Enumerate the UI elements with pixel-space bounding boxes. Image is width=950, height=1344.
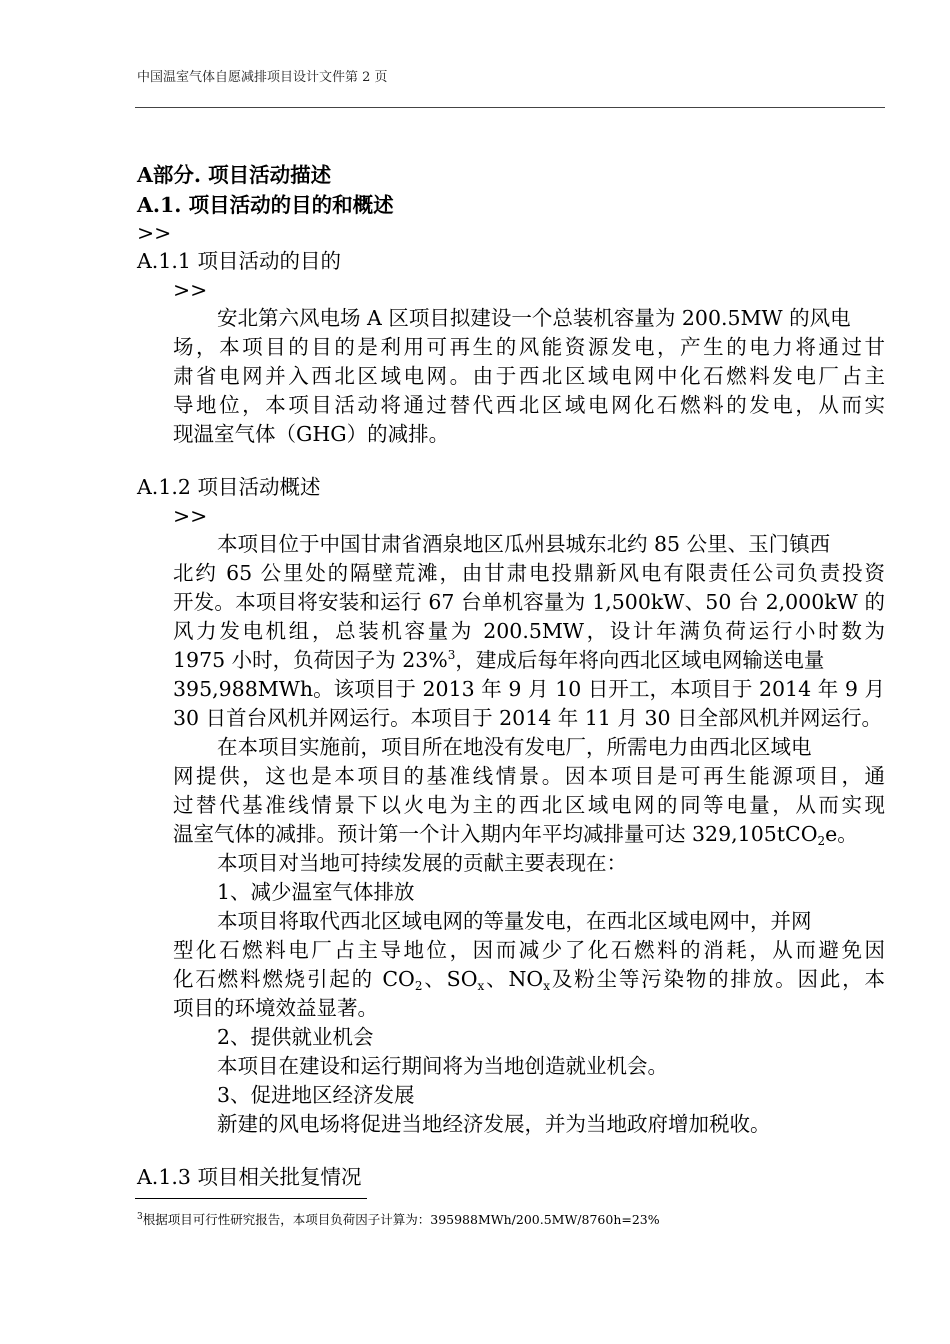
emission-text-end: e。 [825, 822, 858, 846]
co2-subscript: 2 [817, 834, 826, 848]
a112-p2-line-3: 过替代基准线情景下以火电为主的西北区域电网的同等电量，从而实现 [173, 793, 885, 817]
part-a-title: A部分. 项目活动描述 [137, 163, 332, 187]
load-factor-text: 1975 小时，负荷因子为 23% [173, 648, 448, 672]
emission-text: 温室气体的减排。预计第一个计入期内年平均减排量可达 329,105tCO [173, 822, 818, 846]
footnote [137, 1210, 660, 1228]
item3-title: 3、促进地区经济发展 [217, 1083, 415, 1107]
a112-p2-line-4 [173, 819, 858, 849]
a112-p1-line-3: 开发。本项目将安装和运行 67 台单机容量为 1,500kW、50 台 2,000kW 的 [173, 590, 885, 614]
a112-p1-line-4: 风力发电机组，总装机容量为 200.5MW，设计年满负荷运行小时数为 [173, 619, 885, 643]
co2-sub: 2 [414, 979, 423, 993]
pollutant-text-1: 化石燃料燃烧引起的 CO [173, 967, 415, 991]
a111-marker: >> [173, 278, 208, 302]
load-factor-text-rest: ，建成后每年将向西北区域电网输送电量 [455, 648, 825, 672]
pollutant-text-4: 及粉尘等污染物的排放。因此，本 [550, 967, 886, 991]
a111-heading: A.1.1 项目活动的目的 [137, 249, 341, 273]
item2-text: 本项目在建设和运行期间将为当地创造就业机会。 [217, 1054, 668, 1078]
a111-line-3: 肃省电网并入西北区域电网。由于西北区域电网中化石燃料发电厂占主 [173, 364, 885, 388]
item2-title: 2、提供就业机会 [217, 1025, 374, 1049]
item3-text: 新建的风电场将促进当地经济发展，并为当地政府增加税收。 [217, 1112, 771, 1136]
footnote-text: 根据项目可行性研究报告，本项目负荷因子计算为：395988MWh/200.5MW/8760h=23% [142, 1212, 660, 1227]
footnote-ref: 3 [447, 648, 456, 662]
a112-p1-line-7: 30 日首台风机并网运行。本项目于 2014 年 11 月 30 日全部风机并网运行。 [173, 706, 883, 730]
a112-p2-line-2: 网提供，这也是本项目的基准线情景。因本项目是可再生能源项目，通 [173, 764, 885, 788]
item1-title: 1、减少温室气体排放 [217, 880, 415, 904]
a112-p3: 本项目对当地可持续发展的贡献主要表现在： [217, 851, 627, 875]
a112-heading: A.1.2 项目活动概述 [137, 475, 321, 499]
item1-line-3 [173, 964, 885, 994]
a1-title: A.1. 项目活动的目的和概述 [137, 193, 394, 217]
a111-line-4: 导地位，本项目活动将通过替代西北区域电网化石燃料的发电，从而实 [173, 393, 885, 417]
a1-marker: >> [137, 221, 172, 245]
a112-p1-line-2: 北约 65 公里处的隔壁荒滩，由甘肃电投鼎新风电有限责任公司负责投资 [173, 561, 885, 585]
a112-p1-line-6: 395,988MWh。该项目于 2013 年 9 月 10 日开工，本项目于 2014 年 9 月 [173, 677, 885, 701]
sox-sub: x [477, 979, 485, 993]
header-rule [135, 107, 885, 108]
footnote-rule [135, 1198, 367, 1199]
a111-line-5: 现温室气体（GHG）的减排。 [173, 422, 450, 446]
a111-line-2: 场，本项目的目的是利用可再生的风能资源发电，产生的电力将通过甘 [173, 335, 885, 359]
pollutant-text-3: 、NO [484, 967, 544, 991]
item1-line-2: 型化石燃料电厂占主导地位，因而减少了化石燃料的消耗，从而避免因 [173, 938, 885, 962]
nox-sub: x [543, 979, 550, 993]
a112-p1-line-1: 本项目位于中国甘肃省酒泉地区瓜州县城东北约 85 公里、玉门镇西 [217, 532, 831, 556]
a112-marker: >> [173, 504, 208, 528]
a112-p1-line-5 [173, 645, 824, 675]
a113-heading: A.1.3 项目相关批复情况 [137, 1165, 362, 1189]
pollutant-text-2: 、SO [422, 967, 478, 991]
page-header: 中国温室气体自愿减排项目设计文件第 2 页 [137, 70, 388, 85]
footnote-number: 3 [137, 1212, 143, 1222]
a112-p2-line-1: 在本项目实施前，项目所在地没有发电厂，所需电力由西北区域电 [217, 735, 812, 759]
a111-line-1: 安北第六风电场 A 区项目拟建设一个总装机容量为 200.5MW 的风电 [217, 306, 851, 330]
item1-line-4: 项目的环境效益显著。 [173, 996, 378, 1020]
item1-line-1: 本项目将取代西北区域电网的等量发电，在西北区域电网中，并网 [217, 909, 812, 933]
